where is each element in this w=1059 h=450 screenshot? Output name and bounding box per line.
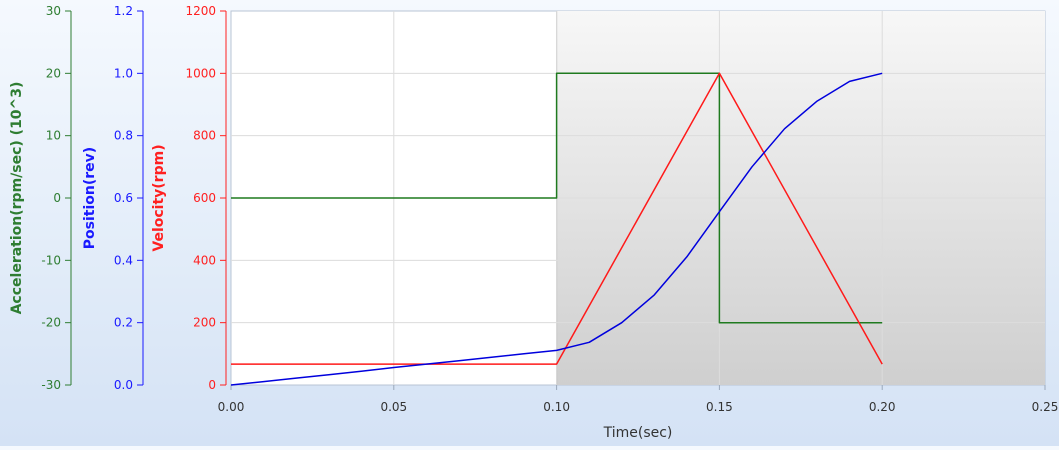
x-tick-label: 0.10 <box>543 400 570 414</box>
position-tick-label: 1.2 <box>113 4 133 18</box>
acceleration-tick-label: 20 <box>45 66 61 81</box>
acceleration-tick-label: 0 <box>53 191 61 205</box>
velocity-tick-label: 600 <box>193 191 216 205</box>
velocity-tick-label: 1000 <box>185 66 216 81</box>
acceleration-tick-label: 10 <box>45 128 61 143</box>
x-tick-label: 0.20 <box>868 400 896 414</box>
acceleration-axis-title: Acceleration(rpm/sec) (10^3) <box>9 81 25 315</box>
acceleration-tick-label: -20 <box>41 315 61 330</box>
x-tick-label: 0.00 <box>217 400 245 414</box>
position-tick-label: 0.8 <box>113 128 133 143</box>
x-axis-title: Time(sec) <box>603 425 673 441</box>
x-tick-label: 0.15 <box>706 400 733 414</box>
velocity-tick-label: 0 <box>208 378 216 392</box>
velocity-tick-label: 400 <box>193 253 216 268</box>
position-tick-label: 0.6 <box>113 191 133 205</box>
x-tick-label: 0.05 <box>380 400 408 414</box>
position-tick-label: 0.0 <box>113 378 133 392</box>
acceleration-tick-label: 30 <box>45 4 61 18</box>
velocity-tick-label: 800 <box>193 128 216 143</box>
position-tick-label: 0.4 <box>113 253 133 268</box>
velocity-tick-label: 200 <box>193 315 216 330</box>
velocity-tick-label: 1200 <box>185 4 216 18</box>
acceleration-tick-label: -30 <box>41 378 61 392</box>
x-tick-label: 0.25 <box>1031 400 1059 414</box>
velocity-axis-title: Velocity(rpm) <box>151 144 167 252</box>
position-axis-title: Position(rev) <box>82 146 98 250</box>
position-tick-label: 0.2 <box>113 315 133 330</box>
position-tick-label: 1.0 <box>113 66 133 81</box>
acceleration-tick-label: -10 <box>41 253 61 268</box>
